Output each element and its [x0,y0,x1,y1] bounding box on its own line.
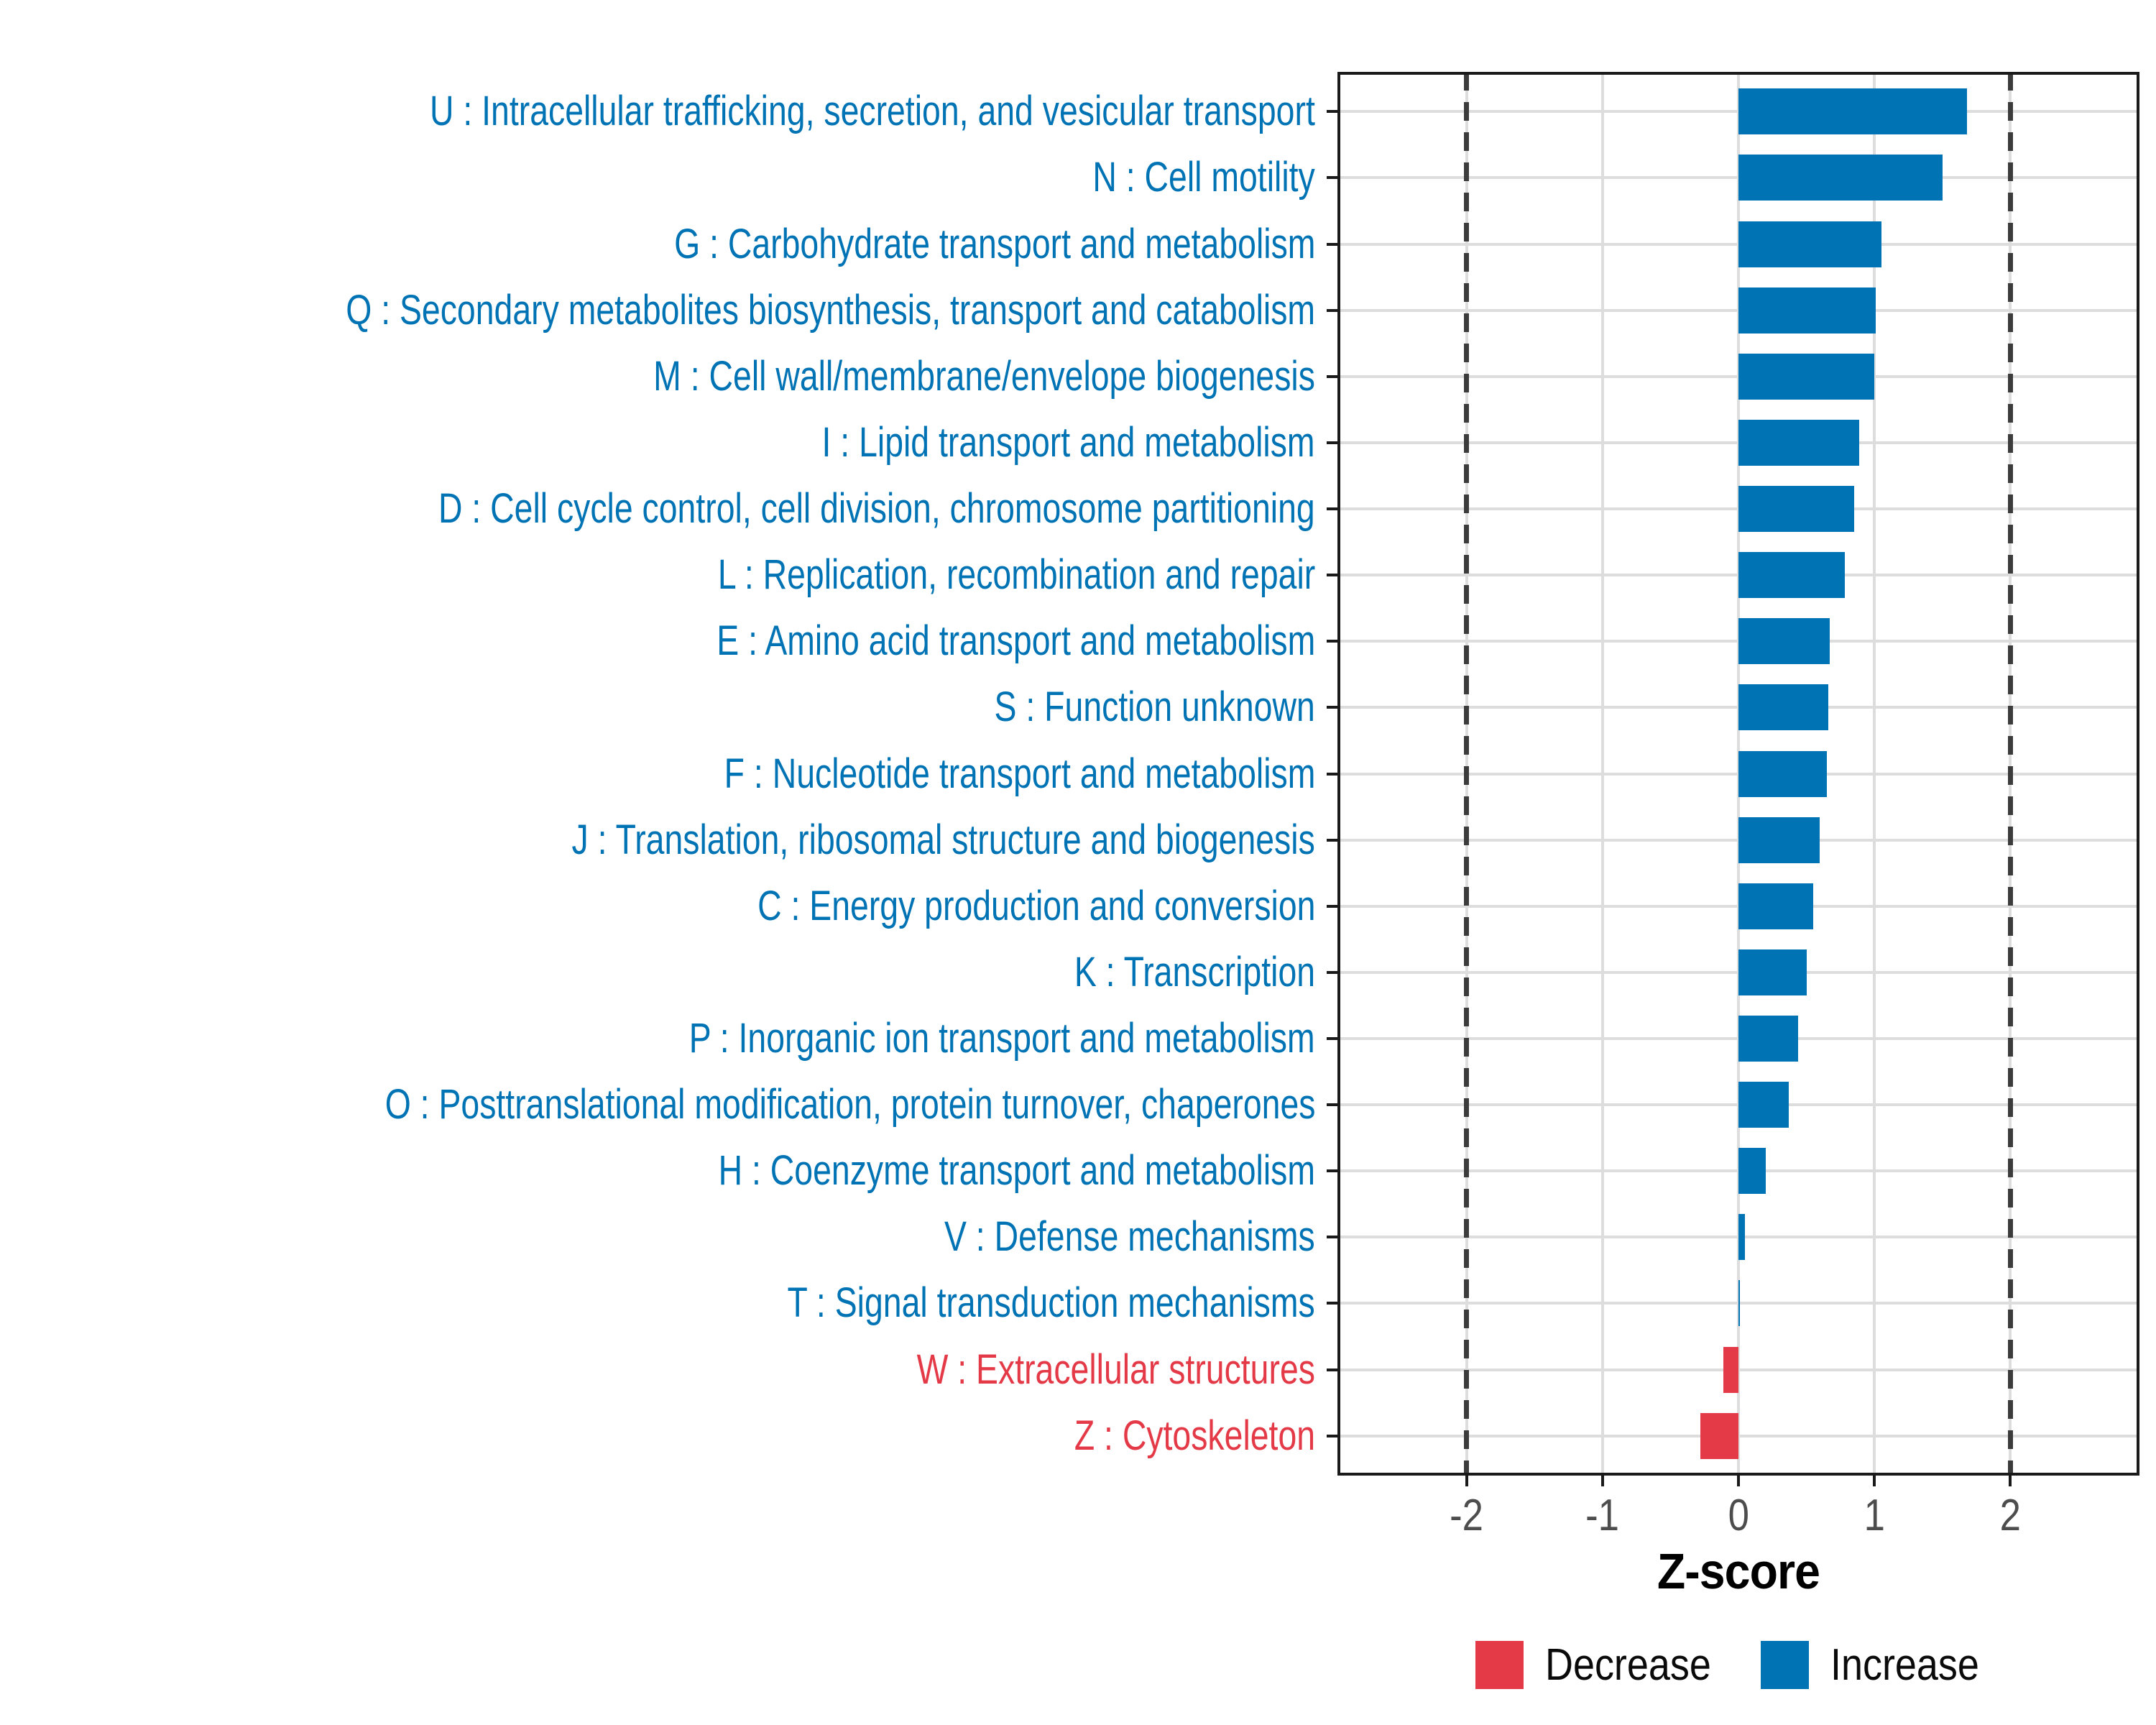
y-tick-N [1327,176,1337,179]
bar-U [1738,88,1967,134]
bar-P [1738,1016,1798,1062]
y-label-L [0,549,1315,601]
bar-M [1738,354,1874,400]
y-label-H [0,1145,1315,1197]
y-label-text-G: G : Carbohydrate transport and metabolism [673,220,1315,267]
h-gridline-W [1337,1368,2139,1371]
y-label-text-P: P : Inorganic ion transport and metabolism [689,1014,1315,1062]
bar-O [1738,1082,1789,1128]
y-label-text-Q: Q : Secondary metabolites biosynthesis, transport and catabolism [346,286,1315,334]
y-tick-W [1327,1368,1337,1371]
y-label-text-E: E : Amino acid transport and metabolism [716,617,1315,665]
y-label-text-L: L : Replication, recombination and repair [717,551,1315,599]
x-tick-2 [2009,1476,2012,1486]
bar-J [1738,817,1820,863]
y-label-P [0,1013,1315,1064]
y-label-text-J: J : Translation, ribosomal structure and biogenesis [571,816,1315,863]
y-label-T [0,1277,1315,1329]
y-tick-Q [1327,309,1337,312]
y-label-text-H: H : Coenzyme transport and metabolism [718,1147,1315,1195]
y-label-text-C: C : Energy production and conversion [757,882,1315,929]
x-tick-label-0: 0 [1728,1491,1749,1540]
y-label-text-O: O : Posttranslational modification, protein turnover, chaperones [384,1081,1315,1128]
legend-key-decrease-swatch [1475,1641,1524,1689]
x-tick-label-1: 1 [1864,1491,1885,1540]
y-tick-D [1327,507,1337,510]
y-label-D [0,483,1315,535]
bar-Q [1738,288,1876,334]
bar-L [1738,552,1845,598]
y-tick-E [1327,640,1337,643]
legend-key-increase-swatch [1761,1641,1809,1689]
x-tick-label--2: -2 [1450,1491,1484,1540]
x-axis-title [1523,1542,1954,1600]
legend [1337,1641,2139,1689]
x-tick-label-2: 2 [1999,1491,2021,1540]
y-tick-T [1327,1302,1337,1305]
plot-panel [1337,72,2139,1476]
bar-I [1738,420,1859,466]
y-label-text-M: M : Cell wall/membrane/envelope biogenesis [653,352,1315,400]
y-tick-V [1327,1236,1337,1238]
y-label-text-S: S : Function unknown [994,684,1315,731]
y-label-W [0,1344,1315,1396]
y-tick-Z [1327,1435,1337,1438]
y-label-text-K: K : Transcription [1074,948,1315,995]
y-label-I [0,417,1315,469]
y-label-Q [0,285,1315,336]
legend-label-decrease: Decrease [1545,1640,1712,1690]
y-tick-K [1327,971,1337,974]
reference-dashed-line--2 [1464,72,1469,1476]
y-tick-O [1327,1103,1337,1106]
y-label-text-D: D : Cell cycle control, cell division, chromosome partitioning [438,485,1315,532]
y-label-J [0,814,1315,866]
y-label-Z [0,1410,1315,1462]
y-label-C [0,880,1315,932]
y-label-text-I: I : Lipid transport and metabolism [821,418,1315,466]
y-label-text-W: W : Extracellular structures [916,1346,1315,1393]
y-tick-G [1327,243,1337,246]
y-label-text-N: N : Cell motility [1092,154,1315,201]
y-label-V [0,1211,1315,1263]
y-label-E [0,615,1315,667]
y-label-text-F: F : Nucleotide transport and metabolism [724,750,1315,797]
bar-T [1738,1280,1740,1326]
y-label-N [0,152,1315,203]
y-label-F [0,748,1315,800]
y-label-K [0,947,1315,998]
y-tick-H [1327,1169,1337,1172]
y-tick-U [1327,110,1337,113]
y-tick-S [1327,706,1337,709]
bar-F [1738,751,1827,797]
y-tick-J [1327,839,1337,842]
y-label-U [0,86,1315,137]
legend-label-increase: Increase [1830,1640,1979,1690]
bar-K [1738,949,1807,995]
legend-item-decrease [1475,1641,1736,1689]
y-tick-C [1327,905,1337,908]
x-tick-1 [1873,1476,1876,1486]
x-tick-0 [1737,1476,1740,1486]
bar-W [1723,1347,1738,1393]
bar-S [1738,684,1828,730]
y-tick-I [1327,441,1337,444]
y-label-text-V: V : Defense mechanisms [944,1213,1315,1261]
y-label-text-Z: Z : Cytoskeleton [1074,1412,1315,1459]
x-tick-label--1: -1 [1585,1491,1620,1540]
y-label-G [0,218,1315,270]
legend-item-increase [1761,1641,2001,1689]
x-tick--1 [1601,1476,1604,1486]
bar-N [1738,155,1943,201]
y-label-O [0,1079,1315,1131]
bar-E [1738,618,1830,664]
bar-G [1738,221,1881,267]
bar-Z [1700,1413,1738,1459]
x-tick--2 [1465,1476,1468,1486]
reference-dashed-line-2 [2008,72,2013,1476]
bar-V [1738,1214,1745,1260]
y-label-text-U: U : Intracellular trafficking, secretion, and vesicular transport [430,88,1315,135]
y-tick-P [1327,1037,1337,1040]
y-tick-M [1327,375,1337,378]
h-gridline-Z [1337,1435,2139,1438]
y-tick-F [1327,773,1337,776]
y-tick-L [1327,574,1337,576]
y-label-S [0,681,1315,733]
bar-C [1738,883,1813,929]
y-label-M [0,351,1315,402]
bar-D [1738,486,1854,532]
y-label-text-T: T : Signal transduction mechanisms [787,1279,1315,1327]
x-axis-title-text: Z-score [1657,1543,1820,1599]
bar-H [1738,1148,1766,1194]
